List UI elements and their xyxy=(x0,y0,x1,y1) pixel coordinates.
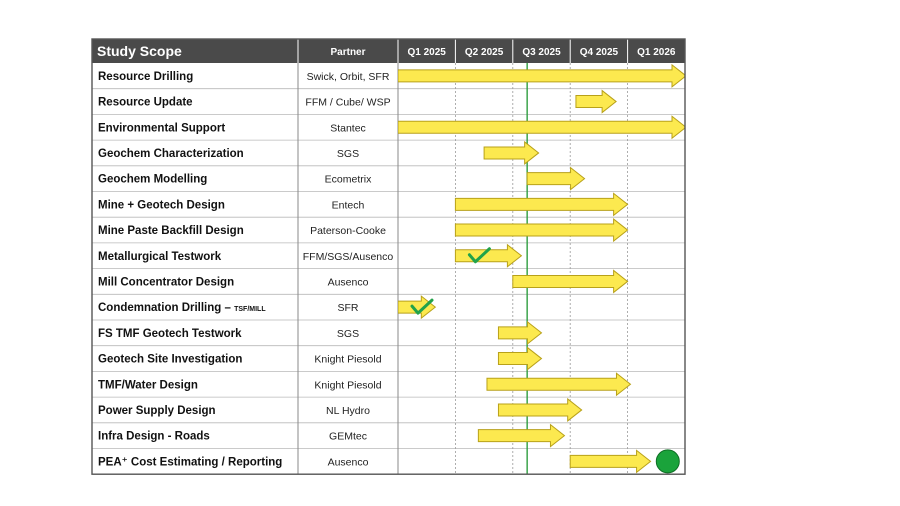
partner-label: FFM / Cube/ WSP xyxy=(305,96,391,109)
scope-label xyxy=(98,431,210,443)
scope-label xyxy=(98,302,266,314)
scope-label xyxy=(98,354,242,366)
scope-label-suffix: TSF/MILL xyxy=(234,306,266,314)
gantt-bar xyxy=(527,168,584,190)
scope-label-text: Resource Update xyxy=(98,96,193,109)
scope-label xyxy=(98,379,198,391)
scope-label xyxy=(98,276,234,288)
scope-label-text: Geotech Site Investigation xyxy=(98,353,243,366)
scope-label-text: FS TMF Geotech Testwork xyxy=(98,327,242,340)
scope-label xyxy=(98,71,193,83)
scope-label xyxy=(98,456,282,468)
partner-label: FFM/SGS/Ausenco xyxy=(302,250,394,263)
milestone-marker xyxy=(656,450,679,473)
scope-label xyxy=(98,199,225,211)
scope-label-text: Mill Concentrator Design xyxy=(98,276,235,289)
scope-label xyxy=(98,251,222,263)
partner-label: NL Hydro xyxy=(326,404,370,417)
scope-label xyxy=(98,328,242,340)
gantt-bar xyxy=(576,91,616,113)
gantt-bar xyxy=(498,348,541,370)
header-study-scope: Study Scope xyxy=(97,43,182,59)
scope-label xyxy=(98,122,225,134)
scope-label-text: Condemnation Drilling xyxy=(98,302,222,315)
gantt-bar xyxy=(570,450,650,472)
scope-label xyxy=(98,405,216,417)
gantt-bar xyxy=(455,219,627,241)
gantt-bar xyxy=(498,399,581,421)
scope-label xyxy=(98,174,207,186)
partner-label: Ausenco xyxy=(327,456,369,469)
scope-label-text: Metallurgical Testwork xyxy=(98,250,222,263)
gantt-bar xyxy=(455,193,627,215)
header-partner: Partner xyxy=(330,47,366,58)
scope-label xyxy=(98,225,244,237)
scope-label-text: Geochem Characterization xyxy=(98,147,244,160)
header-quarter-3: Q3 2025 xyxy=(522,47,561,58)
scope-label-text: Power Supply Design xyxy=(98,404,216,417)
partner-label: SGS xyxy=(336,147,360,160)
partner-label: GEMtec xyxy=(329,430,367,443)
partner-label: Entech xyxy=(331,199,365,212)
gantt-bar xyxy=(484,142,539,164)
header-quarter-1: Q1 2025 xyxy=(407,47,446,58)
partner-label: Ausenco xyxy=(327,276,369,289)
header-quarter-4: Q4 2025 xyxy=(579,47,619,58)
partner-label: Paterson-Cooke xyxy=(310,225,386,238)
partner-label: Stantec xyxy=(330,122,366,135)
gantt-bar xyxy=(487,373,630,395)
partner-label: SGS xyxy=(336,327,360,340)
partner-label: SFR xyxy=(337,302,359,315)
scope-label-text: Mine + Geotech Design xyxy=(98,199,225,212)
gantt-bar xyxy=(398,65,686,87)
partner-label: Ecometrix xyxy=(324,173,372,186)
gantt-bar xyxy=(513,270,628,292)
gantt-bar xyxy=(398,116,686,138)
scope-label-text: Infra Design - Roads xyxy=(98,430,210,443)
header-quarter-5: Q1 2026 xyxy=(637,47,676,58)
gantt-bar xyxy=(498,322,541,344)
scope-label-text: TMF/Water Design xyxy=(98,379,198,392)
scope-label-text: PEA⁺ Cost Estimating / Reporting xyxy=(98,456,283,469)
gantt-bar xyxy=(398,296,435,318)
partner-label: Knight Piesold xyxy=(314,353,382,366)
scope-label-separator: – xyxy=(221,302,235,315)
scope-label-text: Geochem Modelling xyxy=(98,173,208,186)
scope-label xyxy=(98,97,193,109)
scope-label-text: Resource Drilling xyxy=(98,70,194,83)
scope-label-text: Environmental Support xyxy=(98,122,226,135)
scope-label-text: Mine Paste Backfill Design xyxy=(98,225,244,238)
partner-label: Knight Piesold xyxy=(314,379,382,392)
header-quarter-2: Q2 2025 xyxy=(464,47,504,58)
gantt-bar xyxy=(478,425,564,447)
scope-label xyxy=(98,148,244,160)
partner-label: Swick, Orbit, SFR xyxy=(306,70,390,83)
